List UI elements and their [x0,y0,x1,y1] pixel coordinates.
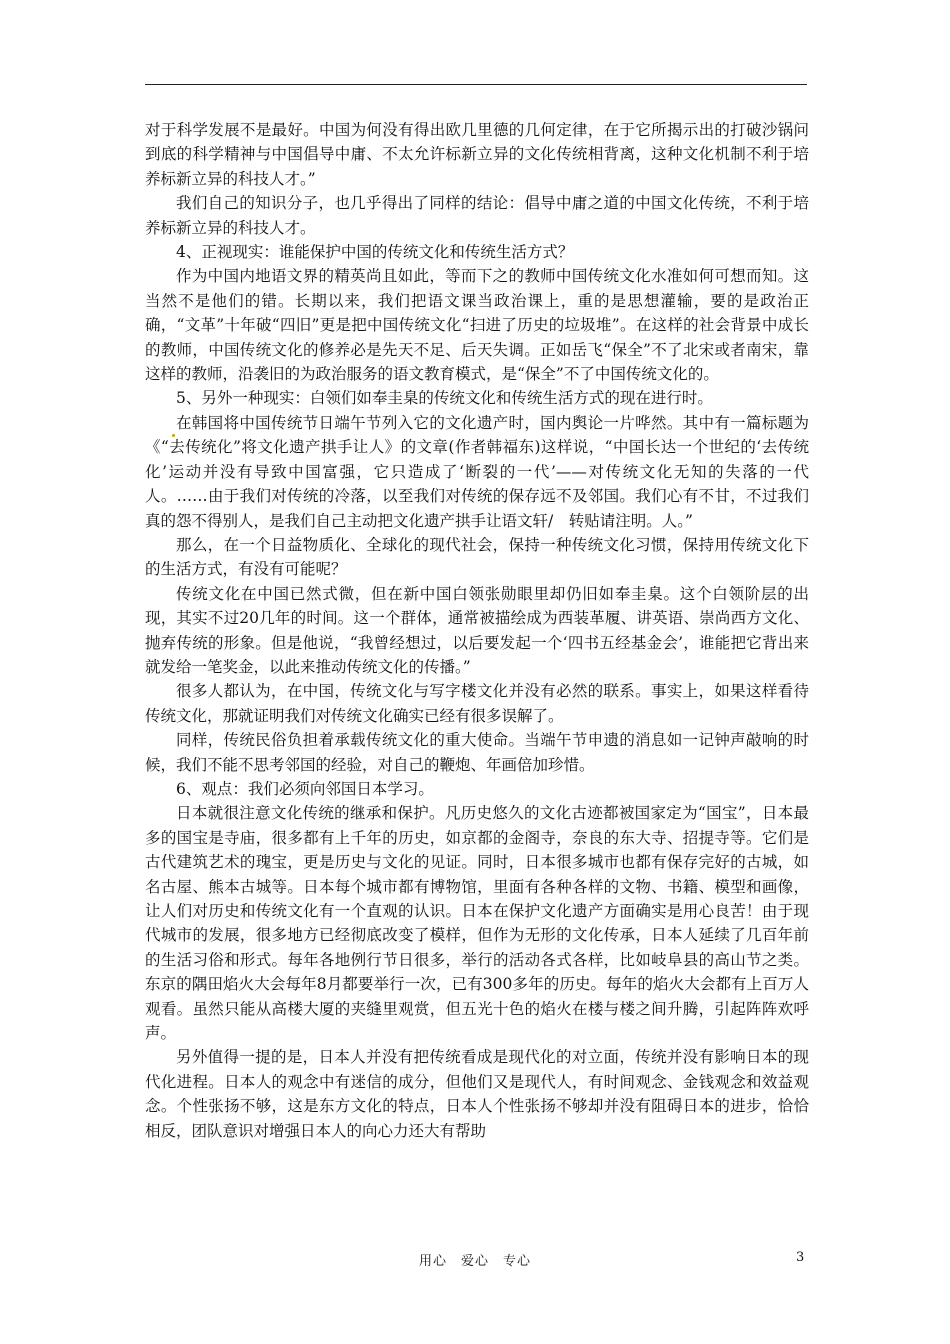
paragraph: 在韩国将中国传统节日端午节列入它的文化遗产时，国内舆论一片哗然。其中有一篇标题为《“去传统化”将文化遗产拱手让人》的文章(作者韩福东)这样说，“中国长达一个世纪的‘去传统化’运动并没有导致中国富强，它只造成了‘断裂的一代’——对传统文化无知的失落的一代人。……由于我们对传统的冷落，以至我们对传统的保存远不及邻国。我们心有不甘，不过我们真的怨不得别人，是我们自己主动把文化遗产拱手让语文轩/ 转贴请注明。人。” [145,413,809,530]
section-heading: 4、正视现实：谁能保护中国的传统文化和传统生活方式？ [176,243,574,262]
footer-motto: 用心 爱心 专心 [418,1254,531,1269]
paragraph: 我们自己的知识分子，也几乎得出了同样的结论：倡导中庸之道的中国文化传统，不利于培养标新立异的科技人才。 [145,194,809,237]
section-heading: 6、观点：我们必须向邻国日本学习。 [176,779,434,798]
page-number: 3 [796,1250,805,1265]
paragraph: 很多人都认为，在中国，传统文化与写字楼文化并没有必然的联系。事实上，如果这样看待传统文化，那就证明我们对传统文化确实已经有很多误解了。 [145,682,809,725]
section-heading: 5、另外一种现实：白领们如奉圭臬的传统文化和传统生活方式的现在进行时。 [176,389,713,408]
body-text [145,118,809,1143]
anchor-mark [172,434,175,437]
paragraph: 同样，传统民俗负担着承载传统文化的重大使命。当端午节申遗的消息如一记钟声敲响的时候，我们不能不思考邻国的经验，对自己的鞭炮、年画倍加珍惜。 [145,731,809,774]
paragraph: 另外值得一提的是，日本人并没有把传统看成是现代化的对立面，传统并没有影响日本的现代化进程。日本人的观念中有迷信的成分，但他们又是现代人，有时间观念、金钱观念和效益观念。个性张扬不够，这是东方文化的特点，日本人个性张扬不够却并没有阻碍日本的进步，恰恰相反，团队意识对增强日本人的向心力还大有帮助 [145,1048,809,1140]
paragraph: 传统文化在中国已然式微，但在新中国白领张勋眼里却仍旧如奉圭臬。这个白领阶层的出现，其实不过20几年的时间。这一个群体，通常被描绘成为西装革履、讲英语、崇尚西方文化、抛弃传统的形象。但是他说，“我曾经想过，以后要发起一个‘四书五经基金会’，谁能把它背出来就发给一笔奖金，以此来推动传统文化的传播。” [145,584,809,676]
paragraph: 作为中国内地语文界的精英尚且如此，等而下之的教师中国传统文化水准如何可想而知。这当然不是他们的错。长期以来，我们把语文课当政治课上，重的是思想灌输，要的是政治正确，“文革”十年破“四旧”更是把中国传统文化“扫进了历史的垃圾堆”。在这样的社会背景中成长的教师，中国传统文化的修养必是先天不足、后天失调。正如岳飞“保全”不了北宋或者南宋，靠这样的教师，沿袭旧的为政治服务的语文教育模式，是“保全”不了中国传统文化的。 [145,267,809,384]
paragraph: 对于科学发展不是最好。中国为何没有得出欧几里德的几何定律，在于它所揭示出的打破沙锅问到底的科学精神与中国倡导中庸、不太允许标新立异的文化传统相背离，这种文化机制不利于培养标新立异的科技人才。” [145,121,809,188]
paragraph: 日本就很注意文化传统的继承和保护。凡历史悠久的文化古迹都被国家定为“国宝”，日本最多的国宝是寺庙，很多都有上千年的历史，如京都的金阁寺，奈良的东大寺、招提寺等。它们是古代建筑艺术的瑰宝，更是历史与文化的见证。同时，日本很多城市也都有保存完好的古城，如名古屋、熊本古城等。日本每个城市都有博物馆，里面有各种各样的文物、书籍、模型和画像，让人们对历史和传统文化有一个直观的认识。日本在保护文化遗产方面确实是用心良苦！由于现代城市的发展，很多地方已经彻底改变了模样，但作为无形的文化传承，日本人延续了几百年前的生活习俗和形式。每年各地例行节日很多，举行的活动各式各样，比如岐阜县的高山节之类。东京的隅田焰火大会每年8月都要举行一次，已有300多年的历史。每年的焰火大会都有上百万人观看。虽然只能从高楼大厦的夹缝里观赏，但五光十色的焰火在楼与楼之间升腾，引起阵阵欢呼声。 [145,804,809,1043]
paragraph: 那么，在一个日益物质化、全球化的现代社会，保持一种传统文化习惯，保持用传统文化下的生活方式，有没有可能呢？ [145,535,809,579]
header-rule [145,84,807,85]
